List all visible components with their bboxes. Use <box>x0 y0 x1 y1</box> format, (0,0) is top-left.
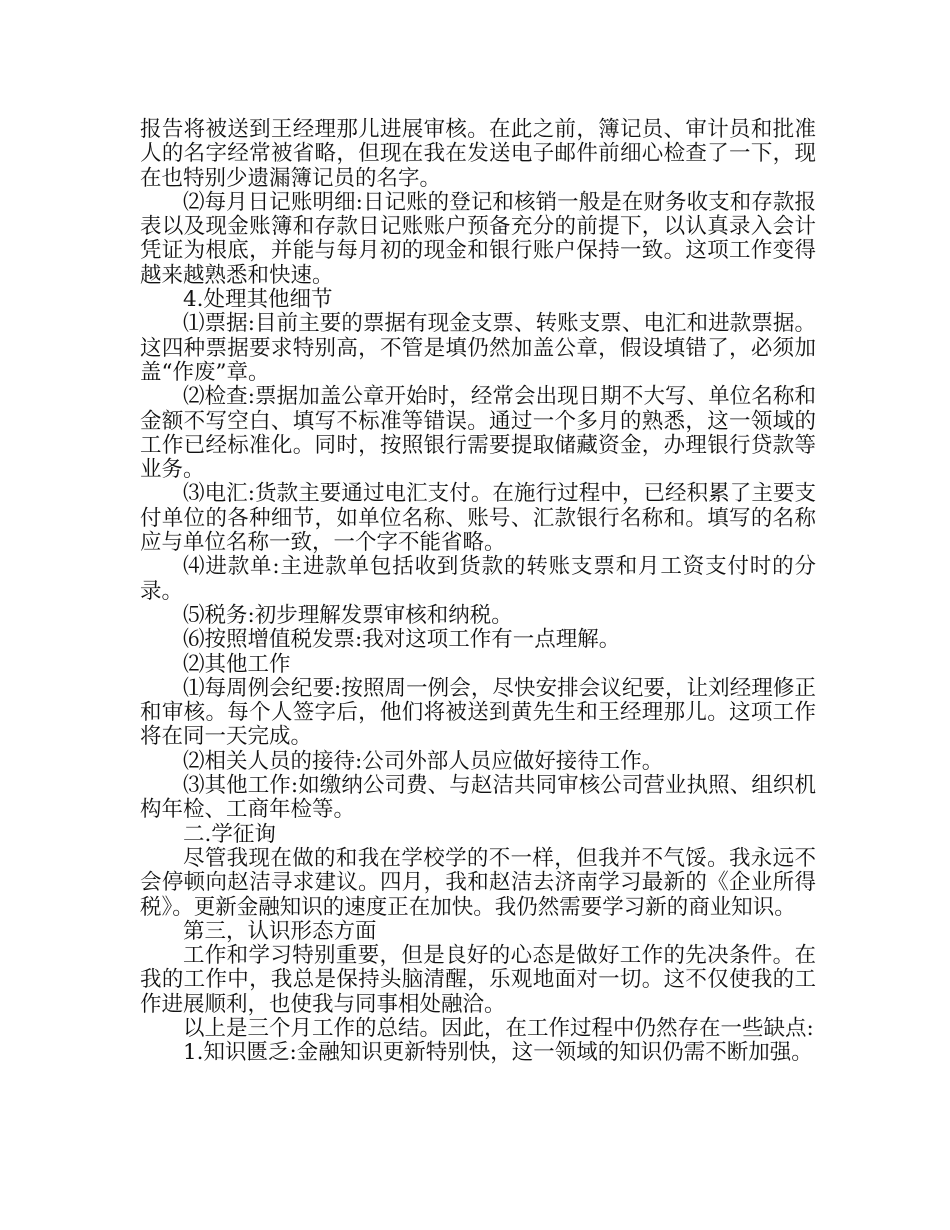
paragraph: ⑶其他工作:如缴纳公司费、与赵洁共同审核公司营业执照、组织机构年检、工商年检等。 <box>140 773 816 823</box>
paragraph: ⑵每月日记账明细:日记账的登记和核销一般是在财务收支和存款报表以及现金账簿和存款日记账账户预备充分的前提下，以认真录入会计凭证为根底，并能与每月初的现金和银行账户保持一致。这项工作变得越来越熟悉和快速。 <box>140 189 816 288</box>
section-heading: 第三，认识形态方面 <box>183 918 377 944</box>
paragraph: 以上是三个月工作的总结。因此，在工作过程中仍然存在一些缺点: <box>183 1015 814 1041</box>
paragraph: 1.知识匮乏:金融知识更新特别快，这一领域的知识仍需不断加强。 <box>183 1040 813 1066</box>
paragraph: ⑶电汇:货款主要通过电汇支付。在施行过程中，已经积累了主要支付单位的各种细节，如单位名称、账号、汇款银行名称和。填写的名称应与单位名称一致，一个字不能省略。 <box>140 481 816 556</box>
section-heading: ⑵其他工作 <box>183 651 291 677</box>
paragraph: 尽管我现在做的和我在学校学的不一样，但我并不气馁。我永远不会停顿向赵洁寻求建议。四月，我和赵洁去济南学习最新的《企业所得税》。更新金融知识的速度正在加快。我仍然需要学习新的商业知识。 <box>140 845 816 920</box>
paragraph: ⑹按照增值税发票:我对这项工作有一点理解。 <box>183 627 621 653</box>
section-heading: 4.处理其他细节 <box>183 287 333 313</box>
section-heading: 二.学征询 <box>183 821 276 847</box>
paragraph: ⑴每周例会纪要:按照周一例会，尽快安排会议纪要，让刘经理修正和审核。每个人签字后，他们将被送到黄先生和王经理那儿。这项工作将在同一天完成。 <box>140 675 816 750</box>
paragraph: ⑴票据:目前主要的票据有现金支票、转账支票、电汇和进款票据。这四种票据要求特别高，不管是填仍然加盖公章，假设填错了，必须加盖“作废”章。 <box>140 311 816 385</box>
document-body <box>140 118 816 1066</box>
paragraph: ⑵相关人员的接待:公司外部人员应做好接待工作。 <box>183 748 664 774</box>
paragraph: ⑵检查:票据加盖公章开始时，经常会出现日期不大写、单位名称和金额不写空白、填写不标准等错误。通过一个多月的熟悉，这一领域的工作已经标准化。同时，按照银行需要提取储藏资金，办理银行贷款等业务。 <box>140 384 816 483</box>
paragraph: 工作和学习特别重要，但是良好的心态是做好工作的先决条件。在我的工作中，我总是保持头脑清醒，乐观地面对一切。这不仅使我的工作进展顺利，也使我与同事相处融洽。 <box>140 943 816 1017</box>
paragraph: 报告将被送到王经理那儿进展审核。在此之前，簿记员、审计员和批准人的名字经常被省略，但现在我在发送电子邮件前细心检查了一下，现在也特别少遗漏簿记员的名字。 <box>140 117 816 191</box>
paragraph: ⑷进款单:主进款单包括收到货款的转账支票和月工资支付时的分录。 <box>140 554 816 604</box>
paragraph: ⑸税务:初步理解发票审核和纳税。 <box>183 602 513 628</box>
